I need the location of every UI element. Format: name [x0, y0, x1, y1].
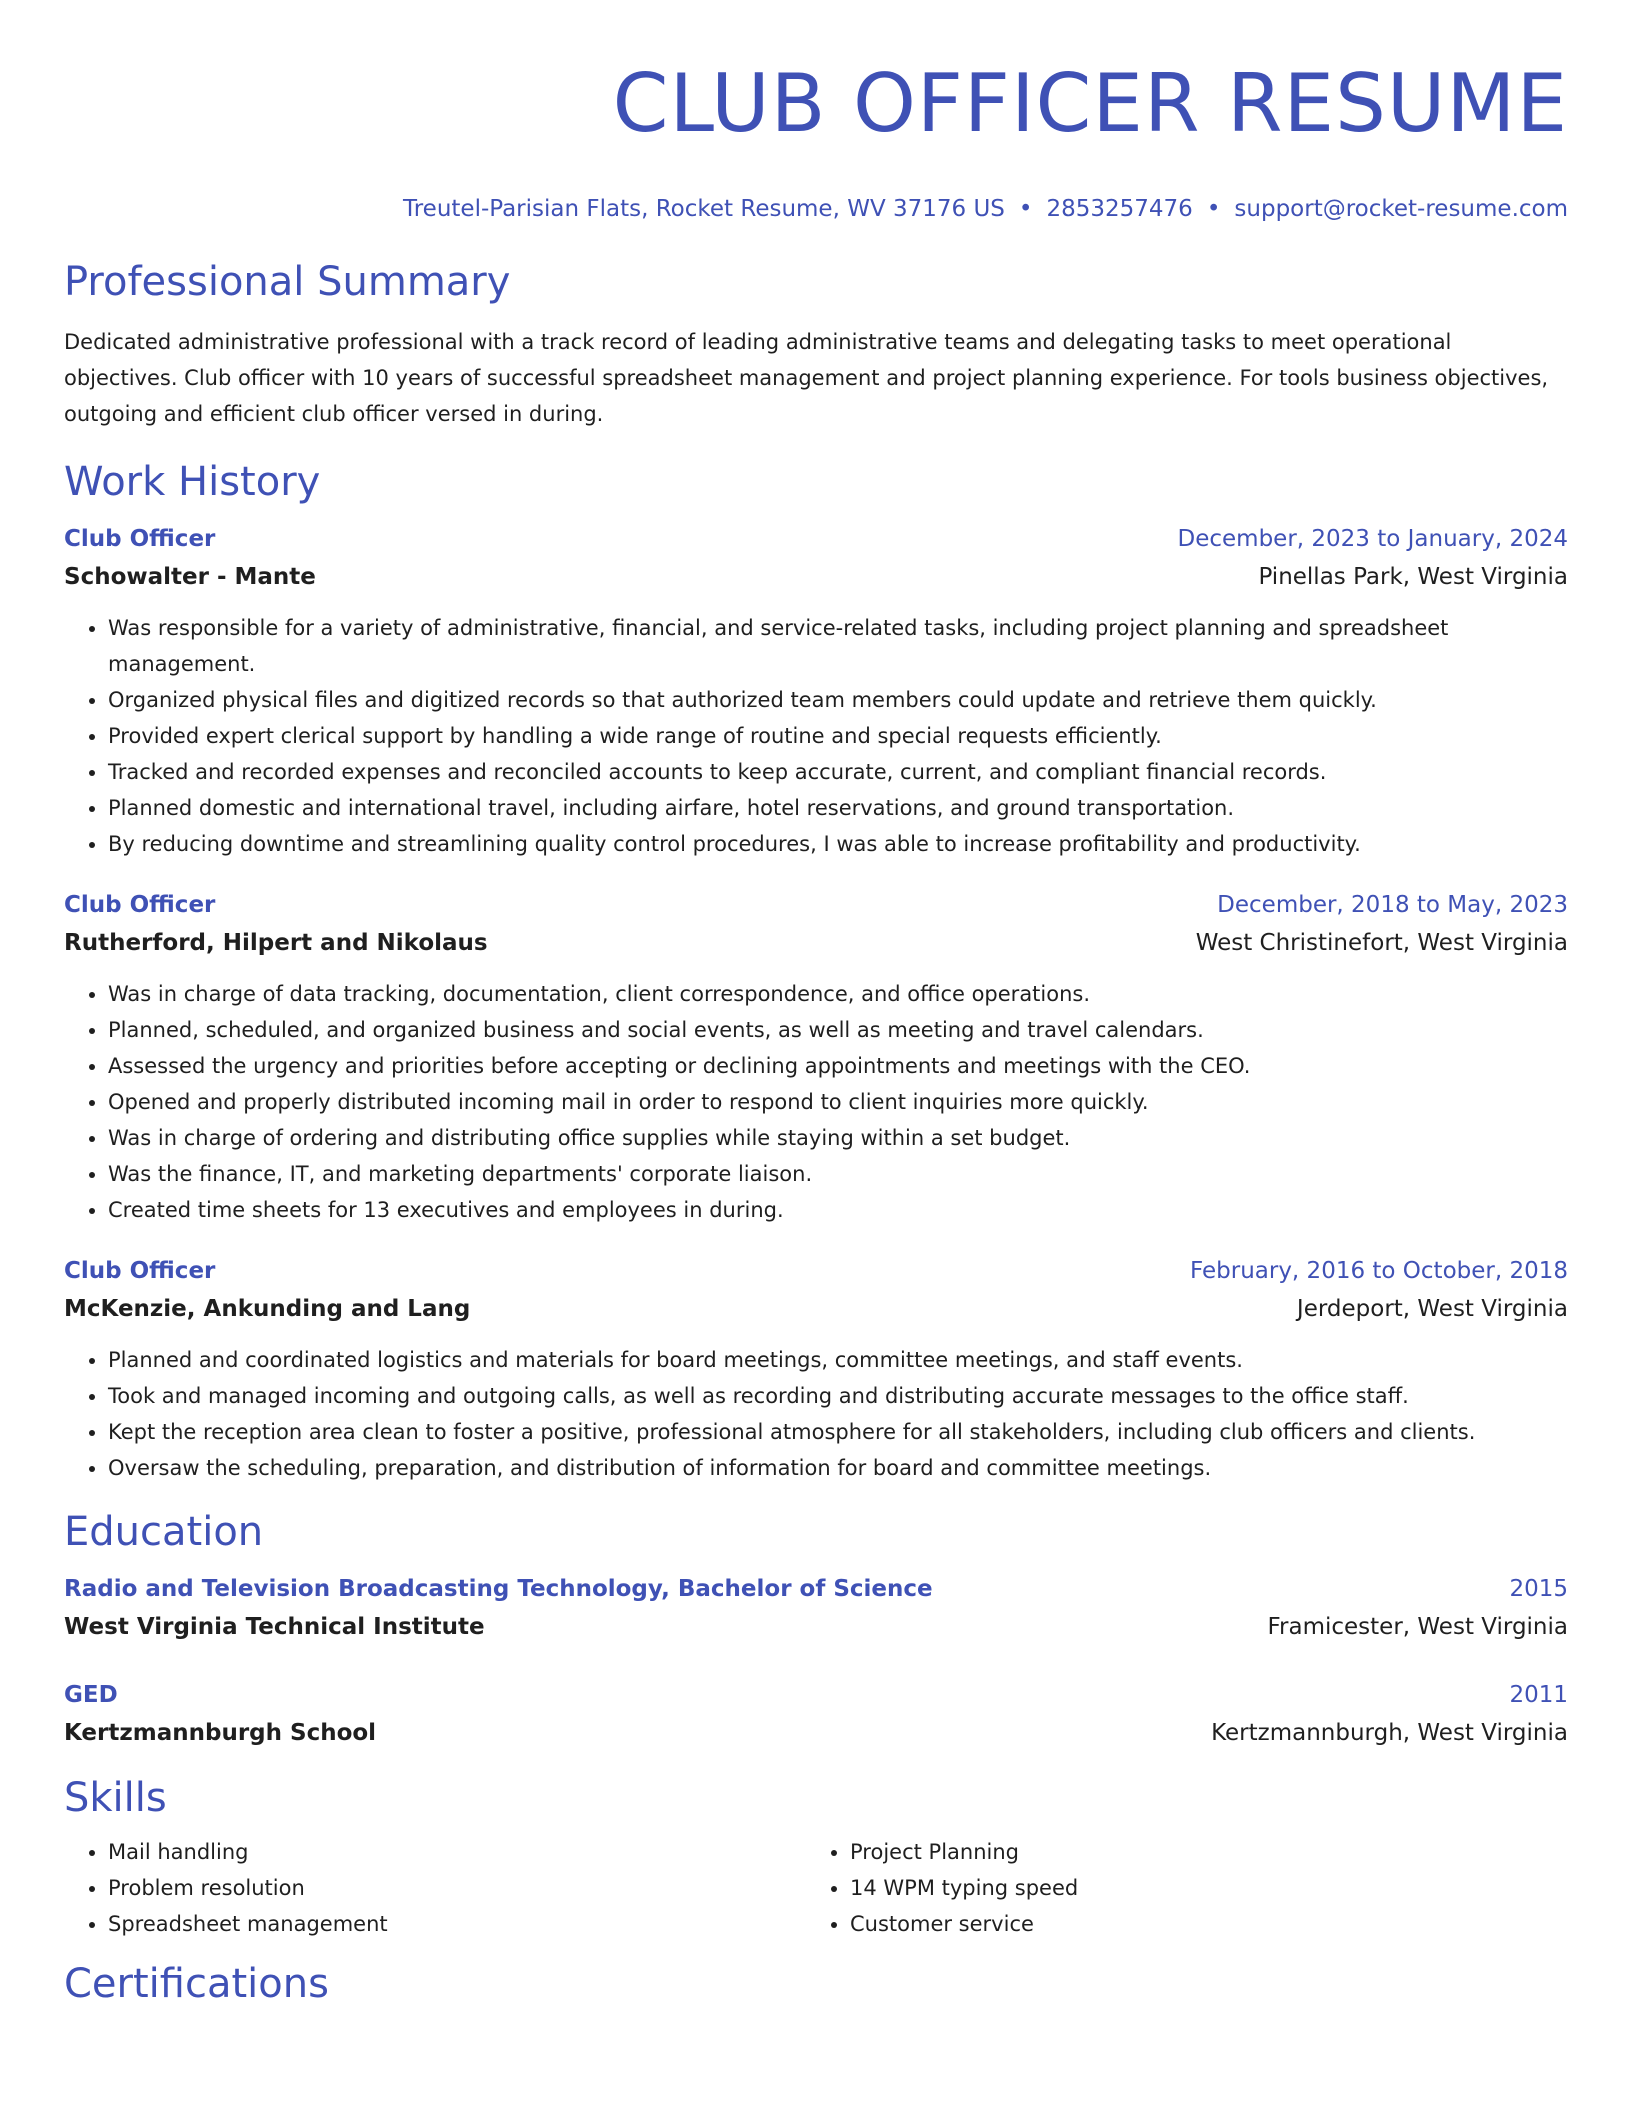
skills-grid: [64, 1834, 1568, 1942]
summary-section: [64, 258, 1568, 432]
job-company-row: [64, 1290, 1568, 1328]
work-history-section: [64, 458, 1568, 1486]
list-item: • Assessed the urgency and priorities before accepting or declining appointments and meetings with the CEO.: [108, 1048, 1568, 1084]
list-item: • Opened and properly distributed incoming mail in order to respond to client inquiries more quickly.: [108, 1084, 1568, 1120]
job-location: Jerdeport, West Virginia: [1296, 1296, 1568, 1322]
list-item: • Created time sheets for 13 executives and employees in during.: [108, 1192, 1568, 1228]
job-location: Pinellas Park, West Virginia: [1258, 564, 1568, 590]
job-bullets: [64, 1342, 1568, 1486]
education-degree-row: [64, 1570, 1568, 1608]
list-item: • Problem resolution: [108, 1870, 806, 1906]
education-heading: Education: [64, 1509, 264, 1555]
job-company: Rutherford, Hilpert and Nikolaus: [64, 930, 488, 956]
education-school: Kertzmannburgh School: [64, 1720, 377, 1746]
summary-heading: Professional Summary: [64, 259, 511, 305]
skills-column-right: [806, 1834, 1548, 1942]
resume-title: CLUB OFFICER RESUME: [612, 57, 1568, 150]
education-location: Kertzmannburgh, West Virginia: [1211, 1720, 1568, 1746]
contact-separator: •: [1018, 196, 1033, 222]
education-school-row: [64, 1608, 1568, 1646]
education-year: 2015: [1509, 1576, 1568, 1602]
list-item: • Planned, scheduled, and organized business and social events, as well as meeting and travel calendars.: [108, 1012, 1568, 1048]
skills-section: [64, 1774, 1568, 1942]
summary-text: Dedicated administrative professional with a track record of leading administrative teams and delegating tasks to meet operational objectives. Club officer with 10 years of successful spreadsheet management and project planning experience. For tools business objectives, outgoing and efficient club officer versed in during.: [64, 330, 1549, 426]
contact-address: Treutel-Parisian Flats, Rocket Resume, WV 37176 US: [403, 196, 1005, 222]
job-company-row: [64, 558, 1568, 596]
job-dates: February, 2016 to October, 2018: [1190, 1258, 1568, 1284]
certifications-section: [64, 1960, 1568, 2008]
education-entry: [64, 1570, 1568, 1646]
job-location: West Christinefort, West Virginia: [1195, 930, 1568, 956]
list-item: • Oversaw the scheduling, preparation, and distribution of information for board and committee meetings.: [108, 1450, 1568, 1486]
job-company: Schowalter - Mante: [64, 564, 316, 590]
job-dates: December, 2023 to January, 2024: [1177, 526, 1568, 552]
education-year: 2011: [1509, 1682, 1568, 1708]
list-item: • Provided expert clerical support by handling a wide range of routine and special requests efficiently.: [108, 718, 1568, 754]
job-company: McKenzie, Ankunding and Lang: [64, 1296, 471, 1322]
certifications-heading: Certifications: [64, 1961, 329, 2007]
skills-column-left: [64, 1834, 806, 1942]
list-item: • Took and managed incoming and outgoing calls, as well as recording and distributing accurate messages to the office staff.: [108, 1378, 1568, 1414]
list-item: • By reducing downtime and streamlining quality control procedures, I was able to increase profitability and productivity.: [108, 826, 1568, 862]
skills-heading: Skills: [64, 1775, 167, 1821]
job-entry: [64, 520, 1568, 862]
contact-email[interactable]: support@rocket-resume.com: [1234, 196, 1568, 222]
list-item: • Kept the reception area clean to foster a positive, professional atmosphere for all stakeholders, including club officers and clients.: [108, 1414, 1568, 1450]
job-dates: December, 2018 to May, 2023: [1217, 892, 1568, 918]
list-item: • Was responsible for a variety of administrative, financial, and service-related tasks, including project planning and spreadsheet management.: [108, 610, 1568, 682]
job-title-row: [64, 886, 1568, 924]
list-item: • Organized physical files and digitized records so that authorized team members could update and retrieve them quickly.: [108, 682, 1568, 718]
job-company-row: [64, 924, 1568, 962]
education-entry: [64, 1676, 1568, 1752]
job-title-row: [64, 520, 1568, 558]
list-item: • Mail handling: [108, 1834, 806, 1870]
education-school-row: [64, 1714, 1568, 1752]
list-item: • Planned domestic and international travel, including airfare, hotel reservations, and ground transportation.: [108, 790, 1568, 826]
job-title: Club Officer: [64, 892, 216, 918]
education-school: West Virginia Technical Institute: [64, 1614, 485, 1640]
list-item: • Was in charge of ordering and distributing office supplies while staying within a set budget.: [108, 1120, 1568, 1156]
education-degree: GED: [64, 1682, 118, 1708]
job-bullets: [64, 610, 1568, 862]
job-bullets: [64, 976, 1568, 1228]
education-location: Framicester, West Virginia: [1267, 1614, 1568, 1640]
education-degree: Radio and Television Broadcasting Technology, Bachelor of Science: [64, 1576, 933, 1602]
list-item: • Planned and coordinated logistics and materials for board meetings, committee meetings, and staff events.: [108, 1342, 1568, 1378]
job-title: Club Officer: [64, 526, 216, 552]
list-item: • Spreadsheet management: [108, 1906, 806, 1942]
work-history-heading: Work History: [64, 459, 321, 505]
contact-line: [64, 194, 1568, 224]
contact-phone[interactable]: 2853257476: [1046, 196, 1193, 222]
job-title: Club Officer: [64, 1258, 216, 1284]
list-item: • Customer service: [850, 1906, 1548, 1942]
list-item: • Project Planning: [850, 1834, 1548, 1870]
list-item: • 14 WPM typing speed: [850, 1870, 1548, 1906]
job-title-row: [64, 1252, 1568, 1290]
education-section: [64, 1508, 1568, 1752]
education-degree-row: [64, 1676, 1568, 1714]
list-item: • Was in charge of data tracking, documentation, client correspondence, and office operations.: [108, 976, 1568, 1012]
job-entry: [64, 886, 1568, 1228]
contact-separator: •: [1206, 196, 1221, 222]
list-item: • Was the finance, IT, and marketing departments' corporate liaison.: [108, 1156, 1568, 1192]
list-item: • Tracked and recorded expenses and reconciled accounts to keep accurate, current, and compliant financial records.: [108, 754, 1568, 790]
job-entry: [64, 1252, 1568, 1486]
